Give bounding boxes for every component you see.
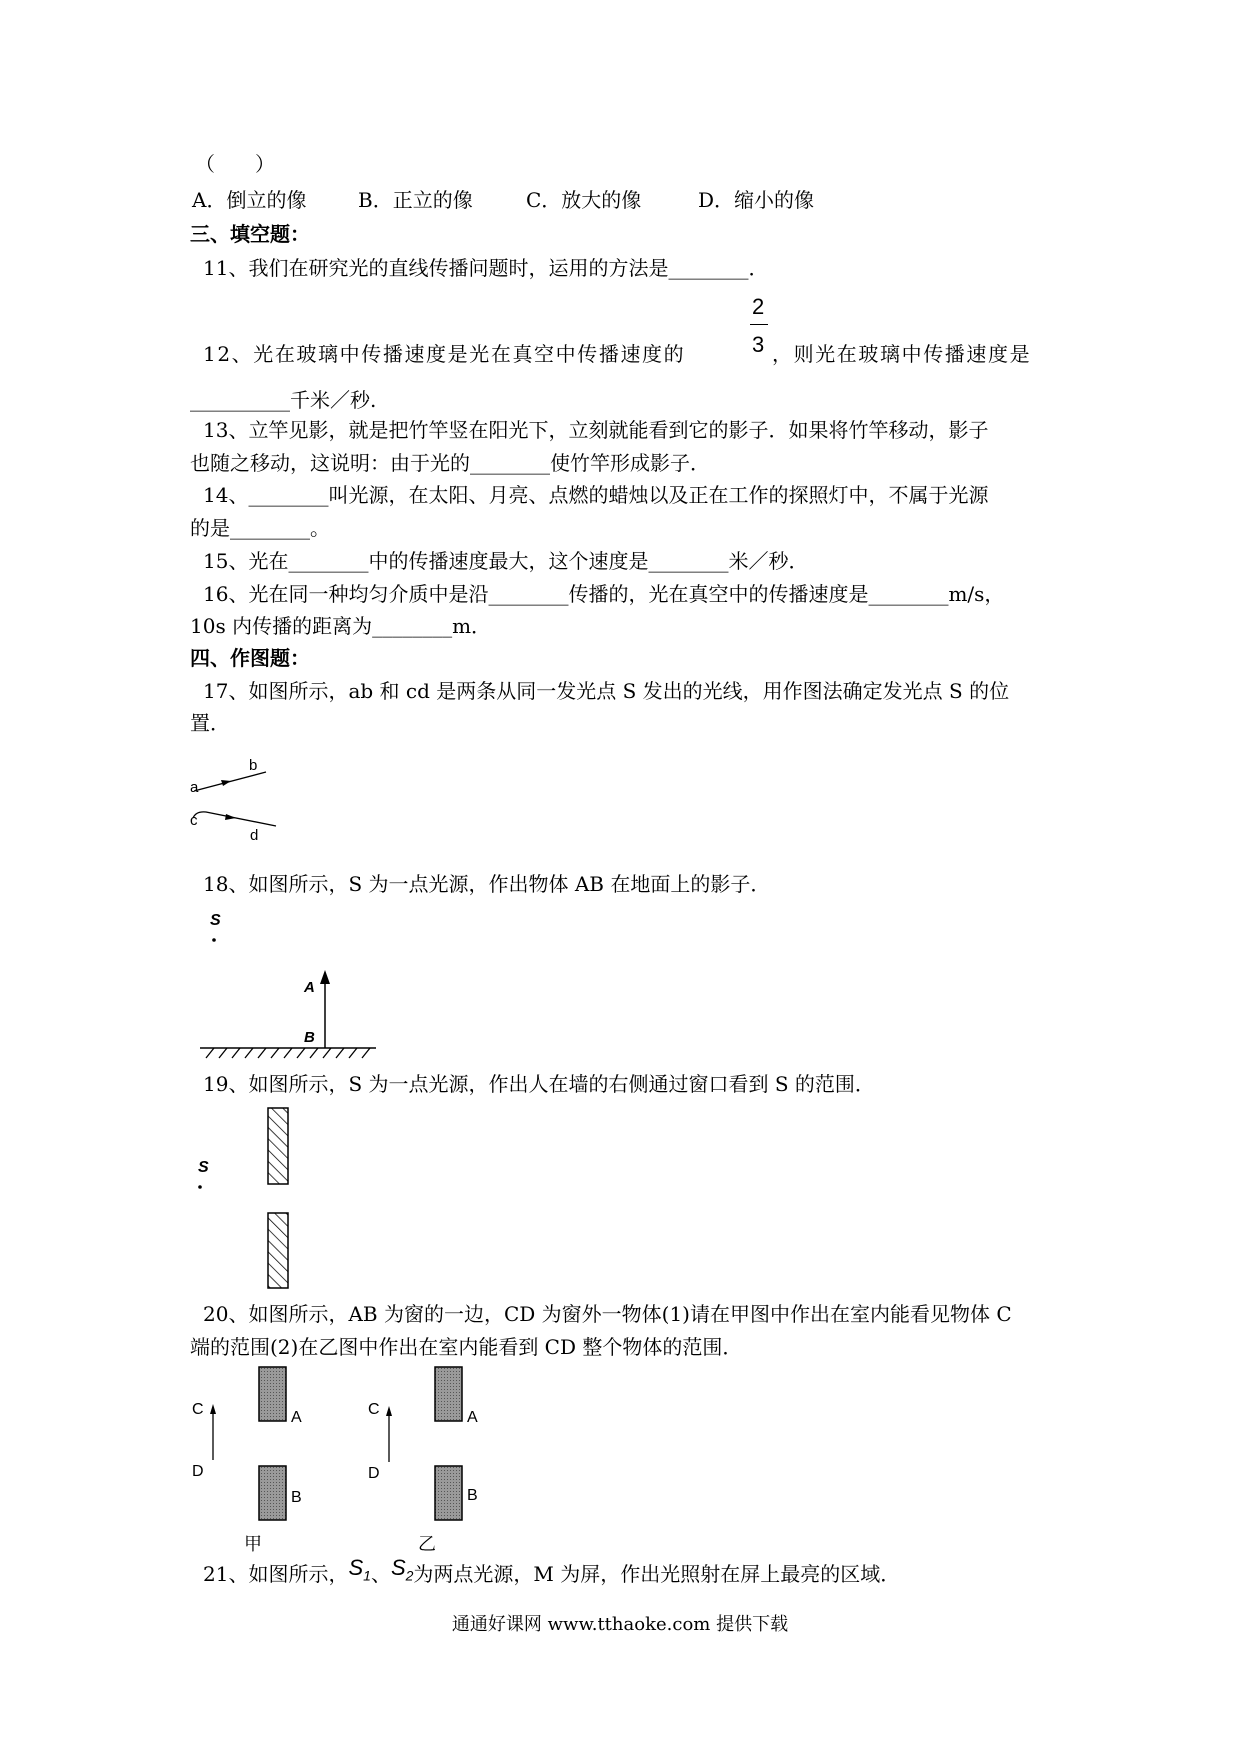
question-17-line2: 置． xyxy=(190,711,230,735)
section-heading-fill-in: 三、填空题： xyxy=(190,222,310,246)
point-source-s-fig19 xyxy=(198,1185,202,1189)
label-b-fig18: B xyxy=(304,1029,315,1046)
question-11: 11、我们在研究光的直线传播问题时，运用的方法是________． xyxy=(203,256,769,280)
window-edge-a-yi xyxy=(435,1367,462,1421)
question-21-after: 为两点光源，M 为屏，作出光照射在屏上最亮的区域． xyxy=(413,1562,901,1586)
figure-20-jia xyxy=(192,1367,302,1554)
q10-option-b: B．正立的像 xyxy=(358,188,473,212)
label-d-jia: D xyxy=(192,1463,204,1480)
ray-ab-arrow xyxy=(221,780,231,786)
label-jia: 甲 xyxy=(244,1534,262,1554)
question-18: 18、如图所示，S 为一点光源，作出物体 AB 在地面上的影子． xyxy=(203,872,771,896)
window-edge-b-jia xyxy=(259,1466,286,1520)
wall-upper xyxy=(268,1108,288,1184)
window-edge-b-yi xyxy=(435,1466,462,1520)
fraction-denominator: 3 xyxy=(752,332,765,357)
question-19: 19、如图所示，S 为一点光源，作出人在墙的右侧通过窗口看到 S 的范围． xyxy=(203,1072,875,1096)
figure-18 xyxy=(200,912,376,1058)
question-12-line2: __________千米／秒. xyxy=(190,388,377,412)
s1-symbol: $S_1$ xyxy=(348,1555,371,1584)
page-footer: 通通好课网 www.tthaoke.com 提供下载 xyxy=(451,1614,789,1635)
object-ab-arrowhead xyxy=(320,970,330,984)
point-source-s-fig18 xyxy=(212,938,216,942)
label-a-fig18: A xyxy=(304,979,315,996)
q10-bracket: （ ） xyxy=(195,152,275,176)
ray-cd xyxy=(193,812,276,826)
figure-17 xyxy=(190,757,276,844)
question-21-separator: 、 xyxy=(370,1562,391,1586)
question-12-after: ，则光在玻璃中传播速度是 xyxy=(772,342,1032,366)
label-c: c xyxy=(190,812,198,829)
label-d: d xyxy=(250,827,259,844)
question-17-line1: 17、如图所示，ab 和 cd 是两条从同一发光点 S 发出的光线，用作图法确定发光点 S 的位 xyxy=(203,679,1010,703)
s2-symbol: $S_2$ xyxy=(390,1555,414,1584)
question-21-before: 21、如图所示， xyxy=(203,1562,349,1586)
label-c-jia: C xyxy=(192,1401,204,1418)
question-20-line1: 20、如图所示，AB 为窗的一边，CD 为窗外一物体(1)请在甲图中作出在室内能看见物体 C xyxy=(203,1302,1012,1326)
label-a-yi: A xyxy=(467,1409,478,1426)
label-d-yi: D xyxy=(368,1465,380,1482)
section-heading-drawing: 四、作图题： xyxy=(190,646,310,670)
object-cd-yi-arrowhead xyxy=(386,1406,392,1416)
label-s-fig18: S xyxy=(210,912,221,929)
label-s-fig19: S xyxy=(198,1159,209,1176)
label-yi: 乙 xyxy=(418,1534,436,1554)
label-b-jia: B xyxy=(291,1489,302,1506)
label-c-yi: C xyxy=(368,1401,380,1418)
figure-19 xyxy=(198,1108,288,1288)
label-b: b xyxy=(249,757,258,774)
window-edge-a-jia xyxy=(259,1367,286,1421)
q10-option-c: C．放大的像 xyxy=(526,188,642,212)
label-b-yi: B xyxy=(467,1487,478,1504)
ground-hatching xyxy=(206,1048,370,1058)
figure-20-yi xyxy=(368,1367,478,1554)
q10-option-a: A．倒立的像 xyxy=(192,188,307,212)
question-13-line1: 13、立竿见影，就是把竹竿竖在阳光下，立刻就能看到它的影子．如果将竹竿移动，影子 xyxy=(203,418,989,442)
question-16-line1: 16、光在同一种均匀介质中是沿________传播的，光在真空中的传播速度是________m/s， xyxy=(203,582,1005,606)
label-a: a xyxy=(190,779,199,796)
question-15: 15、光在________中的传播速度最大，这个速度是________米／秒． xyxy=(203,549,809,573)
question-14-line2: 的是________。 xyxy=(190,516,330,540)
object-cd-jia-arrowhead xyxy=(210,1404,216,1414)
wall-lower xyxy=(268,1213,288,1288)
fraction-numerator: 2 xyxy=(752,294,765,319)
question-12-before: 12、光在玻璃中传播速度是光在真空中传播速度的 xyxy=(203,342,686,366)
question-16-line2: 10s 内传播的距离为________m． xyxy=(190,614,492,638)
question-20-line2: 端的范围(2)在乙图中作出在室内能看到 CD 整个物体的范围． xyxy=(190,1335,743,1359)
ray-cd-arrow xyxy=(225,814,236,820)
q10-option-d: D．缩小的像 xyxy=(698,188,815,212)
question-14-line1: 14、________叫光源，在太阳、月亮、点燃的蜡烛以及正在工作的探照灯中，不属于光源 xyxy=(203,483,989,507)
label-a-jia: A xyxy=(291,1409,302,1426)
question-13-line2: 也随之移动，这说明：由于光的________使竹竿形成影子． xyxy=(190,451,710,475)
